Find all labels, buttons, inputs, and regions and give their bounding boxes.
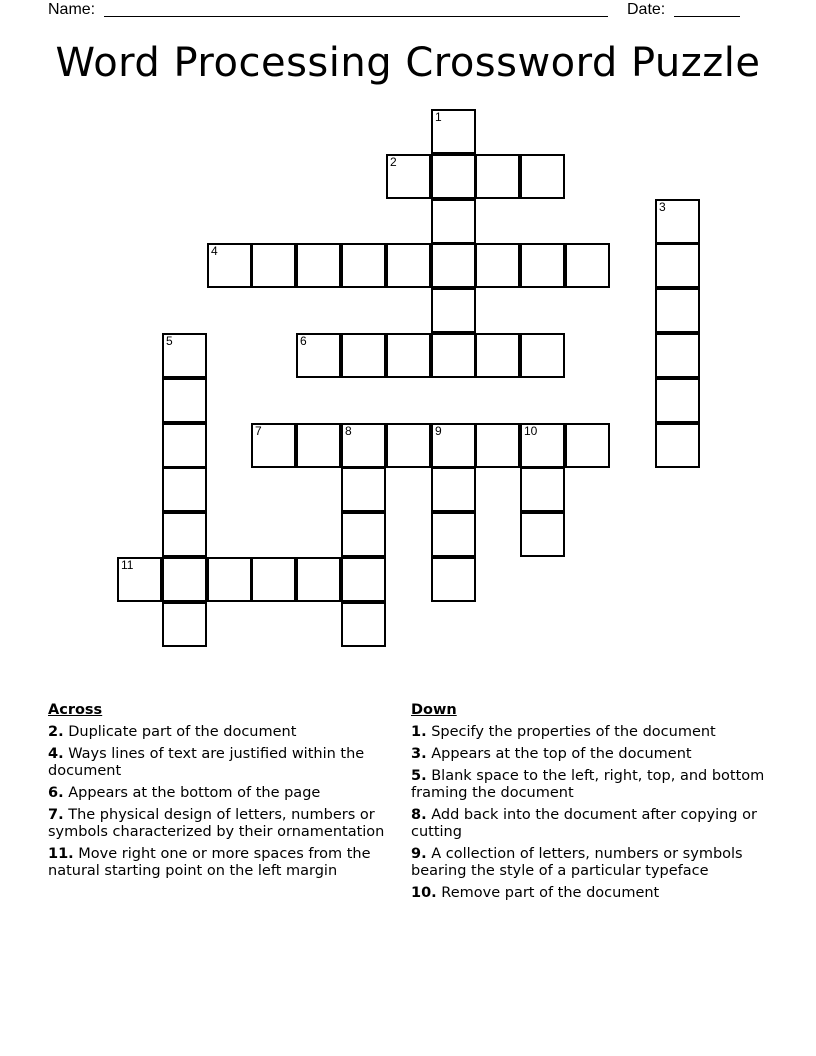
clue-number: 2. <box>48 724 64 740</box>
clue-text: Appears at the top of the document <box>431 746 692 762</box>
clue-text: Ways lines of text are justified within the document <box>48 746 365 779</box>
grid-cell[interactable] <box>341 333 386 378</box>
grid-cell[interactable] <box>251 557 296 602</box>
clue-item <box>48 846 404 880</box>
clue-item <box>411 807 767 841</box>
grid-cell[interactable] <box>520 243 565 288</box>
clue-text: Blank space to the left, right, top, and bottom framing the document <box>411 768 765 801</box>
grid-cell[interactable] <box>655 378 700 423</box>
grid-cell[interactable] <box>431 467 476 512</box>
grid-cell[interactable] <box>296 557 341 602</box>
page-title: Word Processing Crossword Puzzle <box>55 40 761 86</box>
grid-cell[interactable] <box>386 423 431 468</box>
grid-cell[interactable] <box>431 557 476 602</box>
grid-cell[interactable] <box>475 243 520 288</box>
grid-cell[interactable] <box>431 333 476 378</box>
clue-text: Remove part of the document <box>441 885 660 901</box>
grid-cell[interactable] <box>162 423 207 468</box>
grid-cell[interactable] <box>117 557 162 602</box>
grid-cell[interactable] <box>655 288 700 333</box>
grid-cell[interactable] <box>162 602 207 647</box>
cell-number: 7 <box>255 424 262 438</box>
grid-cell[interactable] <box>386 154 431 199</box>
grid-cell[interactable] <box>386 243 431 288</box>
grid-cell[interactable] <box>655 199 700 244</box>
clue-text: Specify the properties of the document <box>431 724 716 740</box>
clue-number: 8. <box>411 807 427 823</box>
across-heading: Across <box>48 702 103 718</box>
name-label: Name: <box>48 1 96 18</box>
grid-cell[interactable] <box>431 109 476 154</box>
clue-number: 10. <box>411 885 437 901</box>
clue-number: 11. <box>48 846 74 862</box>
grid-cell[interactable] <box>520 512 565 557</box>
grid-cell[interactable] <box>341 557 386 602</box>
clue-item <box>411 846 767 880</box>
cell-number: 3 <box>659 200 666 214</box>
grid-cell[interactable] <box>341 423 386 468</box>
clue-number: 5. <box>411 768 427 784</box>
grid-cell[interactable] <box>475 154 520 199</box>
grid-cell[interactable] <box>475 333 520 378</box>
grid-cell[interactable] <box>431 288 476 333</box>
cell-number: 9 <box>435 424 442 438</box>
cell-number: 4 <box>211 244 218 258</box>
cell-number: 1 <box>435 110 442 124</box>
grid-cell[interactable] <box>251 423 296 468</box>
grid-cell[interactable] <box>296 423 341 468</box>
grid-cell[interactable] <box>207 557 252 602</box>
clue-text: Move right one or more spaces from the natural starting point on the left margin <box>48 846 371 879</box>
clue-text: A collection of letters, numbers or symbols bearing the style of a particular typeface <box>411 846 743 879</box>
grid-cell[interactable] <box>655 243 700 288</box>
grid-cell[interactable] <box>431 423 476 468</box>
clue-text: Duplicate part of the document <box>68 724 297 740</box>
clue-text: Appears at the bottom of the page <box>68 785 321 801</box>
cell-number: 8 <box>345 424 352 438</box>
grid-cell[interactable] <box>475 423 520 468</box>
cell-number: 6 <box>300 334 307 348</box>
cell-number: 2 <box>390 155 397 169</box>
clue-item <box>48 807 404 841</box>
clue-item <box>48 724 404 741</box>
grid-cell[interactable] <box>251 243 296 288</box>
grid-cell[interactable] <box>296 333 341 378</box>
clue-item <box>411 885 767 902</box>
grid-cell[interactable] <box>431 199 476 244</box>
clue-number: 9. <box>411 846 427 862</box>
grid-cell[interactable] <box>431 154 476 199</box>
grid-cell[interactable] <box>520 154 565 199</box>
grid-cell[interactable] <box>565 243 610 288</box>
grid-cell[interactable] <box>520 423 565 468</box>
grid-cell[interactable] <box>207 243 252 288</box>
grid-cell[interactable] <box>341 243 386 288</box>
grid-cell[interactable] <box>341 602 386 647</box>
clue-number: 1. <box>411 724 427 740</box>
clue-number: 7. <box>48 807 64 823</box>
clue-text: Add back into the document after copying or cutting <box>411 807 757 840</box>
grid-cell[interactable] <box>520 333 565 378</box>
cell-number: 5 <box>166 334 173 348</box>
grid-cell[interactable] <box>565 423 610 468</box>
clue-number: 3. <box>411 746 427 762</box>
grid-cell[interactable] <box>162 378 207 423</box>
cell-number: 10 <box>524 424 538 438</box>
across-clues <box>48 700 404 885</box>
clue-item <box>411 746 767 763</box>
grid-cell[interactable] <box>341 467 386 512</box>
grid-cell[interactable] <box>655 333 700 378</box>
grid-cell[interactable] <box>431 243 476 288</box>
date-label: Date: <box>627 1 666 18</box>
clue-item <box>411 724 767 741</box>
clue-item <box>48 785 404 802</box>
grid-cell[interactable] <box>431 512 476 557</box>
clue-number: 6. <box>48 785 64 801</box>
down-heading: Down <box>411 702 457 718</box>
grid-cell[interactable] <box>162 333 207 378</box>
clue-item <box>411 768 767 802</box>
clue-number: 4. <box>48 746 64 762</box>
clue-item <box>48 746 404 780</box>
grid-cell[interactable] <box>162 467 207 512</box>
clue-text: The physical design of letters, numbers or symbols characterized by their ornamentation <box>48 807 385 840</box>
grid-cell[interactable] <box>520 467 565 512</box>
grid-cell[interactable] <box>296 243 341 288</box>
cell-number: 11 <box>121 558 134 572</box>
grid-cell[interactable] <box>341 512 386 557</box>
down-clues <box>411 700 767 907</box>
grid-cell[interactable] <box>655 423 700 468</box>
grid-cell[interactable] <box>162 512 207 557</box>
grid-cell[interactable] <box>162 557 207 602</box>
grid-cell[interactable] <box>386 333 431 378</box>
